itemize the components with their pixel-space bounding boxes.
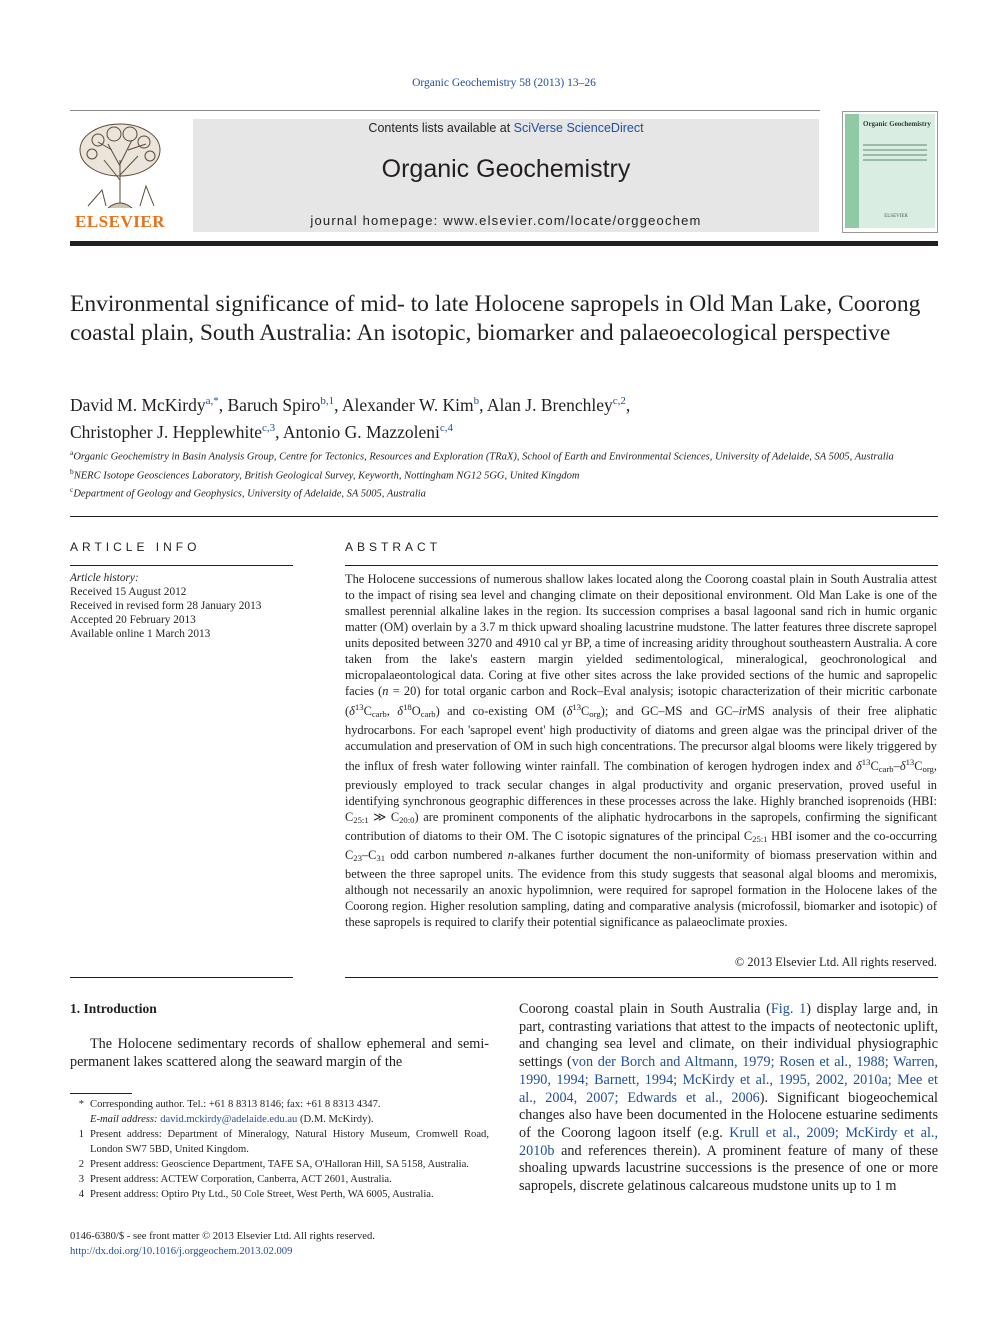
footnote-text: Present address: Optiro Pty Ltd., 50 Cole Street, West Perth, WA 6005, Australia. (90, 1189, 434, 1200)
article-info-heading: ARTICLE INFO (70, 540, 201, 554)
history-item: Received in revised form 28 January 2013 (70, 600, 262, 612)
footnote (70, 1127, 489, 1157)
affiliations (70, 446, 920, 502)
author-separator: , (625, 395, 631, 415)
journal-homepage[interactable]: journal homepage: www.elsevier.com/locate/orggeochem (310, 213, 702, 228)
affiliation-text: Department of Geology and Geophysics, University of Adelaide, SA 5005, Australia (73, 488, 426, 500)
article-history (70, 571, 300, 641)
footnote-text: Present address: ACTEW Corporation, Canberra, ACT 2601, Australia. (90, 1174, 392, 1185)
elsevier-wordmark: ELSEVIER (75, 212, 165, 231)
cover-publisher-mark: ELSEVIER (884, 214, 908, 219)
contents-prefix: Contents lists available at (368, 121, 514, 135)
footnote-mark: 3 (78, 1174, 84, 1185)
cover-text-lines (863, 144, 927, 164)
footnote (70, 1097, 489, 1112)
email-label: E-mail address: (90, 1114, 161, 1125)
author-name[interactable]: David M. McKirdy (70, 395, 206, 415)
history-label: Article history: (70, 572, 139, 584)
author-separator: , (334, 395, 342, 415)
cover-journal-name: Organic Geochemistry (863, 120, 931, 128)
author-list (70, 390, 940, 444)
article-info-rule (70, 565, 293, 566)
author-marks[interactable]: c,2 (612, 395, 626, 407)
author-name[interactable]: Christopher J. Hepplewhite (70, 422, 262, 442)
affiliation-text: NERC Isotope Geosciences Laboratory, British Geological Survey, Keyworth, Nottingham NG12 5GG, United Kingdom (73, 470, 580, 481)
section-divider (70, 516, 938, 517)
author-marks[interactable]: c,4 (439, 422, 454, 434)
footnote (70, 1157, 489, 1172)
author-marks[interactable]: b (473, 395, 480, 407)
issn-line: 0146-6380/$ - see front matter © 2013 Elsevier Ltd. All rights reserved. (70, 1231, 375, 1242)
author-name[interactable]: Alan J. Brenchley (486, 395, 613, 415)
affiliation (70, 465, 920, 484)
author-separator: , (479, 395, 487, 415)
affiliation-mark: b (70, 466, 74, 476)
affiliation (70, 483, 920, 502)
citation-link[interactable]: von der Borch and Altmann, 1979; Rosen et al., 1988; Warren, 1990, 1994; Barnett, 1994; McKirdy et al., 1995, 2002, 2010a; Mee et al., 2004, 2007; Edwards et al., 2006 (519, 1054, 939, 1106)
affiliation-mark: c (70, 485, 74, 494)
abstract-end-rule (345, 977, 938, 978)
journal-citation-link[interactable]: Organic Geochemistry 58 (2013) 13–26 (412, 77, 596, 89)
abstract-heading: ABSTRACT (345, 540, 442, 554)
elsevier-logo[interactable] (68, 120, 172, 232)
affiliation-text: Organic Geochemistry in Basin Analysis Group, Centre for Tectonics, Resources and Exploration (TRaX), School of Earth and Environmental Sciences, University of Adelaide, SA 5005, Australia (73, 451, 894, 463)
history-item: Received 15 August 2012 (70, 586, 187, 598)
affiliation-mark: a (70, 448, 74, 457)
author-separator: , (275, 422, 283, 442)
figure-link[interactable]: Fig. 1 (770, 1001, 807, 1017)
citation-link[interactable]: Krull et al., 2009; McKirdy et al., 2010b (519, 1124, 939, 1159)
footnote-mark: 4 (78, 1189, 84, 1200)
footnote-text: Present address: Department of Mineralogy, Natural History Museum, Cromwell Road, London SW7 5BD, United Kingdom. (90, 1129, 489, 1155)
abstract-body: The Holocene successions of numerous shallow lakes located along the Coorong coastal plain in South Australia attest to the impact of rising sea level and changing climate on their depositional environment. Old Man Lake is one of the smallest perennial alkaline lakes in the region. Its succession comprises a basal lagoonal sand rich in humic organic matter (OM) overlain by a 3.7 m thick upward shoaling lacustrine mudstone. The latter features three discrete sapropel units deposited between 3270 and 4910 cal yr BP, a time of increasing aridity throughout southeastern Australia. A core taken from the lake's eastern margin yielded sedimentological, mineralogical, geochronological and micropalaeontological data. Coring at five other sites across the lake provided sections of the humic and sapropelic facies (n = 20) for total organic carbon and Rock–Eval analysis; isotopic characterization of their micritic carbonate ($\delta^{13}C_{carb}$, $\delta^{18}O_{carb}$) and co-existing OM $(\delta^{13}C_{org})$; and GC–MS and GC–irMS analysis of their free aliphatic hydrocarbons. For each 'sapropel event' high productivity of diatoms and green algae was the principal driver of the accumulation and preservation of OM in such high concentrations. The precursor algal blooms were likely triggered by the influx of fresh water following winter rainfall. The combination of kerogen hydrogen index and $\delta^{13}C_{carb}-\delta^{13}C_{org}$, previously employed to track secular changes in algal productivity and organic preservation, proved useful in identifying synchronous geographic differences in these processes across the lake. Highly branched isoprenoids (HBI: $C_{25:1}$ ≫ $C_{20:0}$) are prominent components of the aliphatic hydrocarbons in the sapropels, confirming the significant contribution of diatoms to their OM. The C isotopic signatures of the principal $C_{25:1}$ HBI isomer and the co-occurring $C_{23}-C_{31}$ odd carbon numbered n-alkanes further document the non-uniformity of biomass preservation within and between the three sapropel units. The evidence from this study suggests that seasonal algal blooms and meromixis, although not necessarily an anoxic hypolimnion, were required for sapropel formation in the Holocene lakes of the Coorong region. Higher resolution sampling, dating and comparative analysis (microfossil, biomarker and isotopic) of these sapropels is required to clarify their potential significance as palaeoclimate proxies. (345, 572, 938, 930)
footnote-mark: * (78, 1099, 84, 1110)
footnote-text: Present address: Geoscience Department, TAFE SA, O'Halloran Hill, SA 5158, Australia. (90, 1159, 469, 1170)
history-item: Available online 1 March 2013 (70, 628, 211, 640)
footnote (70, 1112, 489, 1127)
header-divider (70, 110, 820, 111)
intro-left-column: The Holocene sedimentary records of shallow ephemeral and semi-permanent lakes scattered along the seaward margin of the (70, 1036, 489, 1070)
email-link[interactable]: david.mckirdy@adelaide.edu.au (160, 1114, 298, 1125)
author-marks[interactable]: b,1 (320, 395, 335, 407)
footnote-mark: 2 (78, 1159, 84, 1170)
affiliation (70, 446, 920, 465)
footnotes (70, 1097, 489, 1202)
cover-stripe (845, 114, 859, 228)
doi-link[interactable]: http://dx.doi.org/10.1016/j.orggeochem.2013.02.009 (70, 1246, 293, 1257)
abstract-rule (345, 565, 938, 566)
author-separator: , (218, 395, 228, 415)
intro-right-column: Coorong coastal plain in South Australia (Fig. 1) display large and, in part, contrasting variations that attest to the impacts of neotectonic uplift, and changing sea level and climate, on their individual physiographic settings (von der Borch and Altmann, 1979; Rosen et al., 1988; Warren, 1990, 1994; Barnett, 1994; McKirdy et al., 1995, 2002, 2010a; Mee et al., 2004, 2007; Edwards et al., 2006). Significant biogeochemical changes also have been documented in the Holocene estuarine sediments of the Coorong lagoon itself (e.g. Krull et al., 2009; McKirdy et al., 2010b and references therein). A prominent feature of many of these shoaling upwards lacustrine successions is the presence of one or more sapropels, discrete gelatinous calcareous mudstone units up to 1 m (519, 1001, 939, 1195)
footnote (70, 1172, 489, 1187)
footnote-text: (D.M. McKirdy). (297, 1114, 374, 1125)
journal-title: Organic Geochemistry (381, 155, 631, 183)
introduction-heading: 1. Introduction (70, 1001, 157, 1016)
copyright-notice: © 2013 Elsevier Ltd. All rights reserved. (734, 955, 937, 969)
contents-line (193, 121, 819, 135)
journal-cover-thumbnail[interactable] (842, 111, 938, 233)
author-marks[interactable]: c,3 (261, 422, 276, 434)
author-name[interactable]: Alexander W. Kim (341, 395, 474, 415)
elsevier-tree-icon (68, 120, 172, 210)
article-info-end-rule (70, 977, 293, 978)
article-title: Environmental significance of mid- to late Holocene sapropels in Old Man Lake, Coorong coastal plain, South Australia: An isotopic, biomarker and palaeoecological perspective (70, 291, 921, 346)
history-item: Accepted 20 February 2013 (70, 614, 196, 626)
author-marks[interactable]: a,* (205, 395, 219, 407)
sciencedirect-link[interactable]: SciVerse ScienceDirect (513, 121, 644, 135)
author-name[interactable]: Antonio G. Mazzoleni (282, 422, 440, 442)
author-name[interactable]: Baruch Spiro (227, 395, 321, 415)
header-thick-rule (70, 241, 938, 246)
footnote (70, 1187, 489, 1202)
footnote-text: Corresponding author. Tel.: +61 8 8313 8146; fax: +61 8 8313 4347. (90, 1099, 381, 1110)
footnote-rule (70, 1093, 132, 1094)
footnote-mark: 1 (78, 1129, 84, 1140)
